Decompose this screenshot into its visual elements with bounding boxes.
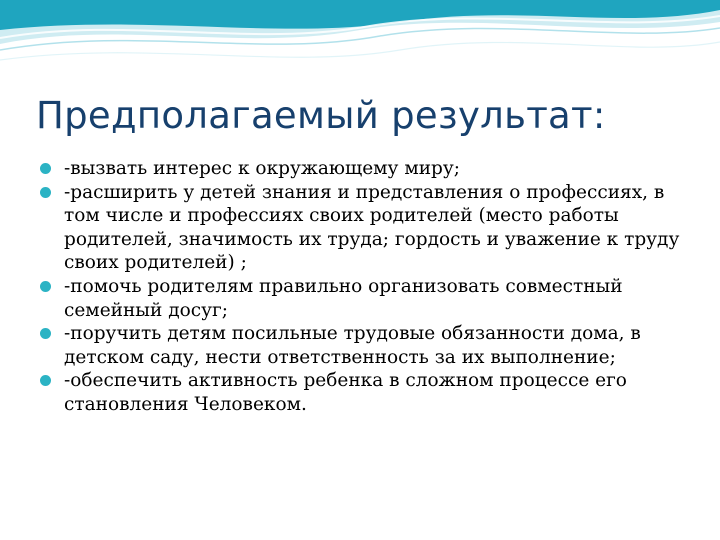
bullet-dot-icon [40, 375, 51, 386]
bullet-text: -вызвать интерес к окружающему миру; [64, 158, 460, 179]
bullet-dot-icon [40, 187, 51, 198]
bullet-dot-icon [40, 281, 51, 292]
bullet-item [38, 369, 688, 416]
bullet-item [38, 181, 688, 275]
bullet-item [38, 275, 688, 322]
slide-title: Предполагаемый результат: [36, 94, 606, 137]
bullet-item [38, 322, 688, 369]
bullet-item [38, 157, 688, 181]
bullet-list [38, 157, 688, 417]
bullet-text: -обеспечить активность ребенка в сложном процессе его становления Человеком. [64, 370, 627, 415]
bullet-text: -поручить детям посильные трудовые обязанности дома, в детском саду, нести ответственность за их выполнение; [64, 323, 641, 368]
bullet-dot-icon [40, 328, 51, 339]
bullet-text: -расширить у детей знания и представления о профессиях, в том числе и профессиях своих родителей (место работы родителей, значимость их труда; гордость и уважение к труду своих родителей) ; [64, 181, 680, 274]
bullet-text: -помочь родителям правильно организовать совместный семейный досуг; [64, 275, 623, 321]
bullet-dot-icon [40, 163, 51, 174]
wave-decoration [0, 0, 720, 90]
